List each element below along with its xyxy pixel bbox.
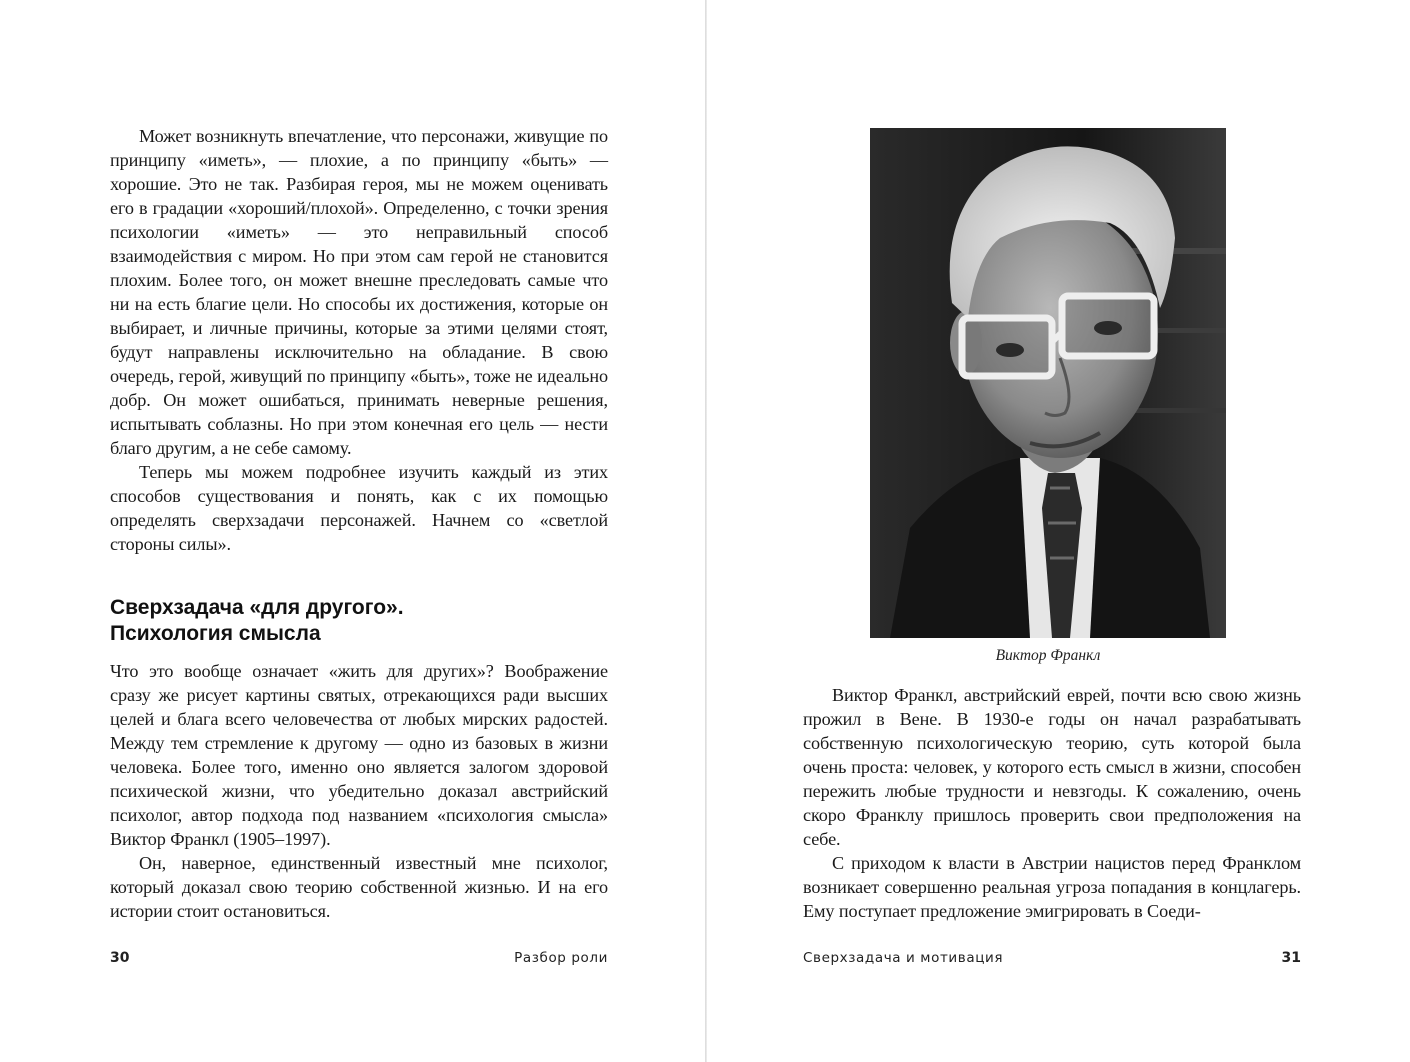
paragraph: С приходом к власти в Австрии нацистов перед Франклом возникает совершенно реальная угроза попадания в концлагерь. Ему поступает предложение эмигрировать в Соеди- <box>803 853 1301 921</box>
paragraph: Виктор Франкл, австрийский еврей, почти всю свою жизнь прожил в Вене. В 1930-е годы он начал разрабатывать собственную психологическую теорию, суть которой была очень проста: человек, у которого есть смысл в жизни, способен пережить любые трудности и невзгоды. К сожалению, очень скоро Франклу пришлось проверить свои предположения на себе. <box>803 685 1301 849</box>
portrait-photo <box>870 128 1226 638</box>
portrait-photo-icon <box>870 128 1226 638</box>
paragraph: Теперь мы можем подробнее изучить каждый из этих способов существования и понять, как с их помощью определять сверхзадачи персонажей. Начнем со «светлой стороны силы». <box>110 462 608 554</box>
photo-caption: Виктор Франкл <box>995 647 1101 664</box>
left-text-bottom <box>110 659 608 923</box>
paragraph: Он, наверное, единственный известный мне психолог, который доказал свою теорию собственной жизнью. И на его истории стоит остановиться. <box>110 853 608 921</box>
right-text <box>803 683 1301 923</box>
running-title-right: Сверхзадача и мотивация <box>803 950 1004 966</box>
section-heading <box>110 595 610 647</box>
paragraph: Что это вообще означает «жить для других»? Воображение сразу же рисует картины святых, отрекающихся ради высших целей и блага всего человечества от любых мирских радостей. Между тем стремление к другому — одно из базовых в жизни человека. Более того, именно оно является залогом здоровой психической жизни, что убедительно доказал австрийский психолог, автор подхода под названием «психология смысла» Виктор Франкл (1905–1997). <box>110 661 608 849</box>
running-title-left: Разбор роли <box>514 950 608 966</box>
paragraph: Может возникнуть впечатление, что персонажи, живущие по принципу «иметь», — плохие, а по принципу «быть» — хорошие. Это не так. Разбирая героя, мы не можем оценивать его в градации «хороший/плохой». Определенно, с точки зрения психологии «иметь» — это неправильный способ взаимодействия с миром. Но при этом сам герой не становится плохим. Более того, он может внешне преследовать самые что ни на есть благие цели. Но способы их достижения, которые он выбирает, и личные причины, которые за этими целями стоят, будут направлены исключительно на обладание. В свою очередь, герой, живущий по принципу «быть», тоже не идеально добр. Он может ошибаться, принимать неверные решения, испытывать соблазны. Но при этом конечная его цель — нести благо другим, а не себе самому. <box>110 126 608 458</box>
left-text-top <box>110 124 608 556</box>
page-number-left: 30 <box>110 950 130 966</box>
section-heading-line-1: Сверхзадача «для другого». <box>110 596 404 619</box>
page-number-right: 31 <box>1281 950 1301 966</box>
section-heading-line-2: Психология смысла <box>110 622 321 645</box>
